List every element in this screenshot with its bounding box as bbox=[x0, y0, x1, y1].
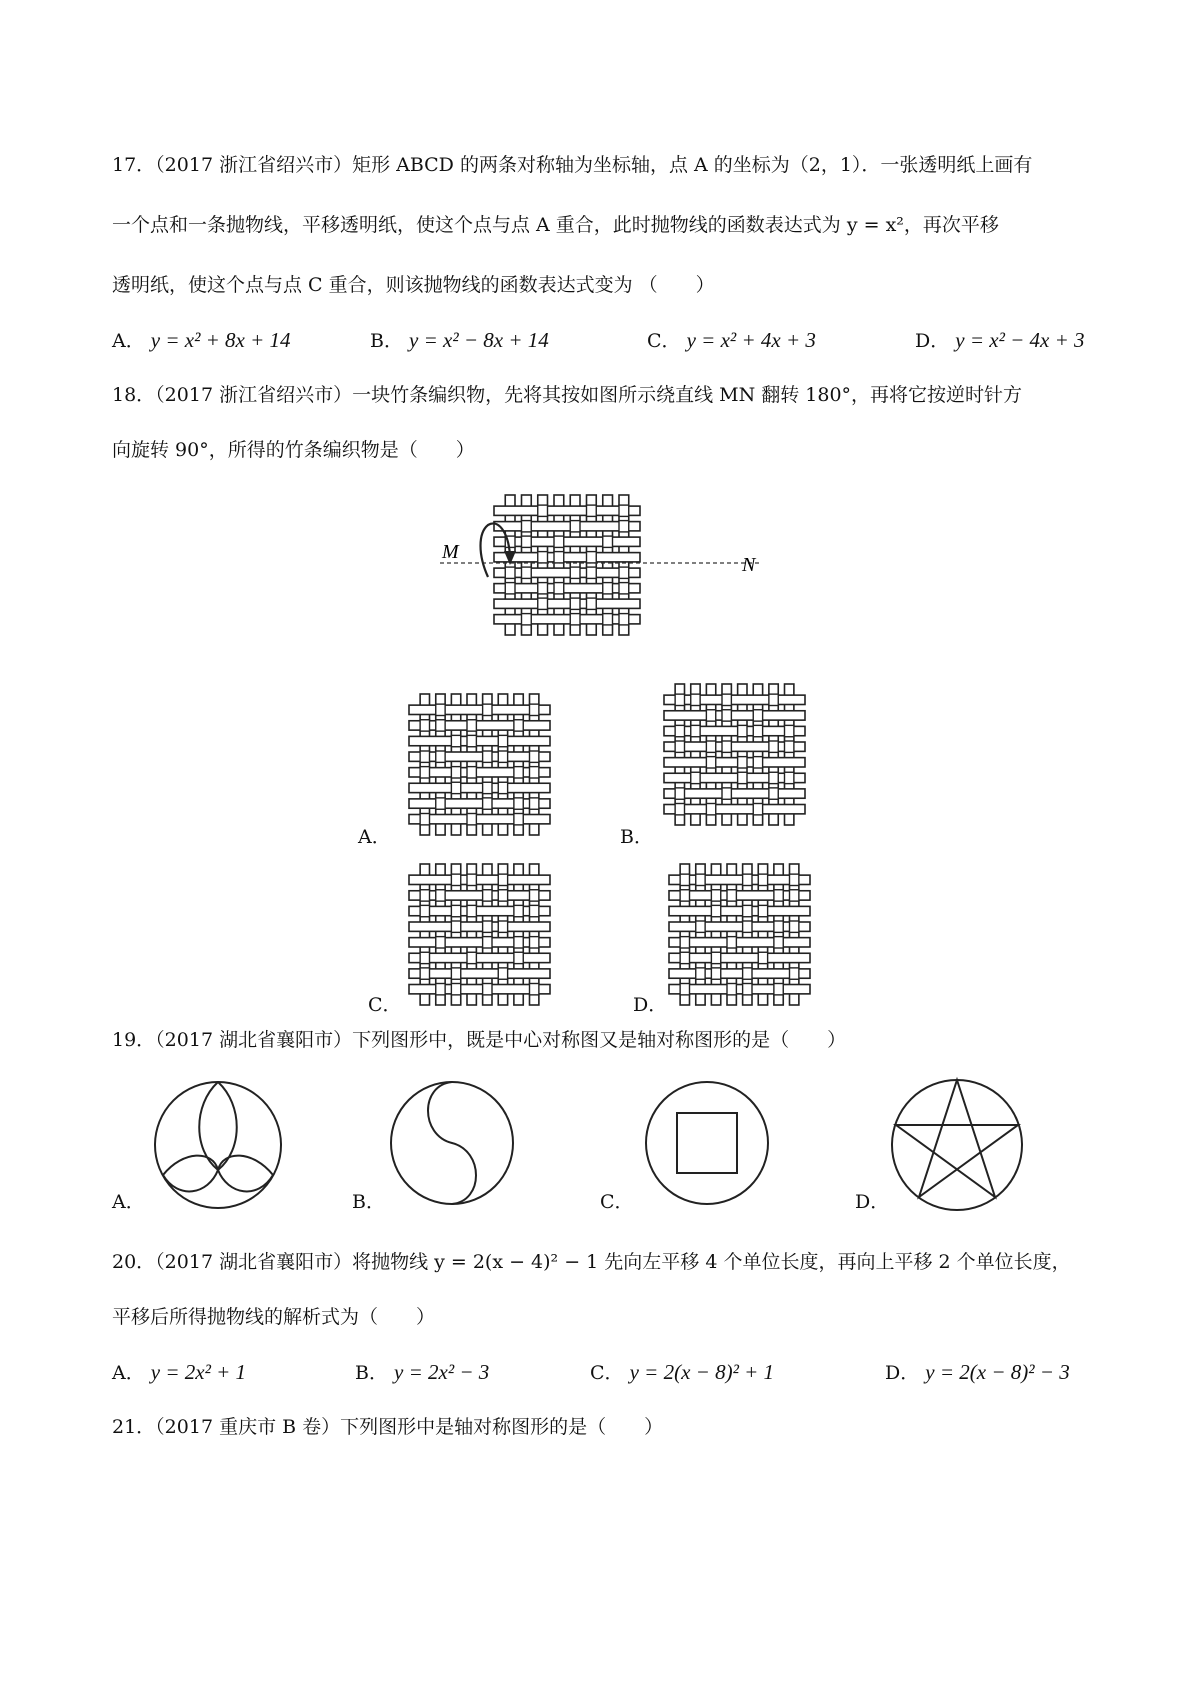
strip-crossing bbox=[538, 583, 548, 594]
s-curve-shape bbox=[428, 1082, 476, 1204]
strip-crossing bbox=[505, 567, 515, 578]
q18-option-a-label: A． bbox=[358, 826, 391, 848]
strip-crossing bbox=[603, 583, 613, 594]
strip-crossing bbox=[483, 921, 492, 932]
weave-c bbox=[409, 864, 550, 1005]
strip-crossing bbox=[753, 757, 762, 768]
q21-line1: 21．（2017 重庆市 B 卷）下列图形中是轴对称图形的是（ ） bbox=[112, 1416, 664, 1438]
q20-option-d-label: D． bbox=[885, 1362, 920, 1384]
strip-crossing bbox=[711, 952, 720, 963]
q18-line1: 18．（2017 浙江省绍兴市）一块竹条编织物，先将其按如图所示绕直线 MN 翻转 180°，再将它按逆时针方 bbox=[112, 384, 1023, 406]
strip-crossing bbox=[785, 725, 794, 736]
strip-crossing bbox=[514, 814, 523, 825]
strip-crossing bbox=[530, 905, 539, 916]
horizontal-strip bbox=[494, 537, 640, 546]
strip-crossing bbox=[530, 798, 539, 809]
strip-crossing bbox=[451, 921, 460, 932]
strip-crossing bbox=[790, 921, 799, 932]
strip-crossing bbox=[554, 552, 564, 563]
horizontal-strip bbox=[409, 875, 550, 884]
strip-crossing bbox=[436, 984, 445, 995]
strip-crossing bbox=[483, 890, 492, 901]
strip-crossing bbox=[722, 694, 731, 705]
strip-crossing bbox=[530, 751, 539, 762]
strip-crossing bbox=[722, 741, 731, 752]
strip-crossing bbox=[436, 704, 445, 715]
strip-crossing bbox=[769, 788, 778, 799]
strip-crossing bbox=[467, 720, 476, 731]
strip-crossing bbox=[587, 567, 597, 578]
q17-option-d-label: D． bbox=[915, 330, 950, 352]
strip-crossing bbox=[530, 984, 539, 995]
strip-crossing bbox=[680, 937, 689, 948]
weave-a bbox=[409, 694, 550, 835]
q19-figure-d bbox=[890, 1078, 1025, 1213]
strip-crossing bbox=[483, 751, 492, 762]
strip-crossing bbox=[570, 614, 580, 625]
strip-crossing bbox=[451, 984, 460, 995]
q19-figure-b bbox=[390, 1080, 520, 1210]
strip-crossing bbox=[619, 505, 629, 516]
horizontal-strip bbox=[409, 922, 550, 931]
strip-crossing bbox=[774, 984, 783, 995]
strip-crossing bbox=[603, 614, 613, 625]
strip-crossing bbox=[570, 567, 580, 578]
strip-crossing bbox=[498, 921, 507, 932]
horizontal-strip bbox=[664, 758, 805, 767]
strip-crossing bbox=[706, 710, 715, 721]
strip-crossing bbox=[483, 984, 492, 995]
strip-crossing bbox=[706, 804, 715, 815]
q19-option-a-label: A． bbox=[112, 1191, 145, 1213]
strip-crossing bbox=[675, 804, 684, 815]
weave-d bbox=[669, 864, 810, 1005]
strip-crossing bbox=[785, 772, 794, 783]
strip-crossing bbox=[514, 905, 523, 916]
strip-crossing bbox=[498, 782, 507, 793]
strip-crossing bbox=[420, 890, 429, 901]
q18-option-c-label: C． bbox=[368, 994, 402, 1016]
q20-option-c-label: C． bbox=[590, 1362, 624, 1384]
strip-crossing bbox=[727, 890, 736, 901]
strip-crossing bbox=[498, 751, 507, 762]
strip-crossing bbox=[498, 890, 507, 901]
strip-crossing bbox=[451, 874, 460, 885]
strip-crossing bbox=[758, 874, 767, 885]
strip-crossing bbox=[436, 751, 445, 762]
strip-crossing bbox=[587, 505, 597, 516]
horizontal-strip bbox=[669, 906, 810, 915]
square-shape bbox=[677, 1113, 737, 1173]
q18-option-b-figure bbox=[660, 680, 825, 830]
strip-crossing bbox=[774, 937, 783, 948]
strip-crossing bbox=[619, 583, 629, 594]
strip-crossing bbox=[727, 984, 736, 995]
strip-crossing bbox=[603, 536, 613, 547]
strip-crossing bbox=[769, 772, 778, 783]
horizontal-strip bbox=[494, 599, 640, 608]
strip-crossing bbox=[467, 952, 476, 963]
strip-crossing bbox=[522, 567, 532, 578]
strip-crossing bbox=[467, 735, 476, 746]
q18-line2: 向旋转 90°，所得的竹条编织物是（ ） bbox=[112, 439, 475, 461]
q17-option-c-label: C． bbox=[647, 330, 681, 352]
strip-crossing bbox=[696, 921, 705, 932]
strip-crossing bbox=[522, 521, 532, 532]
strip-crossing bbox=[451, 905, 460, 916]
strip-crossing bbox=[675, 741, 684, 752]
strip-crossing bbox=[722, 710, 731, 721]
strip-crossing bbox=[680, 890, 689, 901]
horizontal-strip bbox=[494, 506, 640, 515]
horizontal-strip bbox=[664, 711, 805, 720]
q19-option-d-label: D． bbox=[855, 1191, 890, 1213]
q17-option-b bbox=[370, 325, 549, 356]
strip-crossing bbox=[758, 952, 767, 963]
q20-option-d bbox=[885, 1357, 1070, 1388]
strip-crossing bbox=[722, 788, 731, 799]
strip-crossing bbox=[451, 782, 460, 793]
strip-crossing bbox=[587, 598, 597, 609]
q20-option-b-expr: y = 2x² − 3 bbox=[394, 1360, 490, 1384]
q17-option-a bbox=[112, 325, 291, 356]
strip-crossing bbox=[451, 968, 460, 979]
strip-crossing bbox=[451, 767, 460, 778]
strip-crossing bbox=[738, 772, 747, 783]
strip-crossing bbox=[774, 921, 783, 932]
strip-crossing bbox=[711, 905, 720, 916]
strip-crossing bbox=[420, 767, 429, 778]
strip-crossing bbox=[790, 874, 799, 885]
strip-crossing bbox=[738, 757, 747, 768]
strip-crossing bbox=[514, 798, 523, 809]
label-n: N bbox=[742, 554, 756, 576]
q17-option-d bbox=[915, 325, 1085, 356]
strip-crossing bbox=[420, 814, 429, 825]
horizontal-strip bbox=[494, 522, 640, 531]
q20-option-c-expr: y = 2(x − 8)² + 1 bbox=[629, 1360, 775, 1384]
strip-crossing bbox=[483, 782, 492, 793]
strip-crossing bbox=[706, 757, 715, 768]
q17-option-c bbox=[647, 325, 816, 356]
strip-crossing bbox=[753, 710, 762, 721]
q20-line1: 20．（2017 湖北省襄阳市）将抛物线 y = 2(x − 4)² − 1 先向左平移 4 个单位长度，再向上平移 2 个单位长度， bbox=[112, 1251, 1071, 1273]
strip-crossing bbox=[711, 968, 720, 979]
q19-option-b-label: B． bbox=[352, 1191, 385, 1213]
strip-crossing bbox=[675, 788, 684, 799]
star-shape bbox=[896, 1080, 1018, 1197]
strip-crossing bbox=[483, 937, 492, 948]
horizontal-strip bbox=[494, 584, 640, 593]
strip-crossing bbox=[743, 921, 752, 932]
q17-line3: 透明纸，使这个点与点 C 重合，则该抛物线的函数表达式变为 （ ） bbox=[112, 274, 715, 296]
q17-option-b-label: B． bbox=[370, 330, 403, 352]
strip-crossing bbox=[467, 814, 476, 825]
q18-option-b-label: B． bbox=[620, 826, 653, 848]
strip-crossing bbox=[727, 937, 736, 948]
q17-option-c-expr: y = x² + 4x + 3 bbox=[686, 328, 816, 352]
strip-crossing bbox=[696, 968, 705, 979]
strip-crossing bbox=[769, 741, 778, 752]
q20-option-d-expr: y = 2(x − 8)² − 3 bbox=[925, 1360, 1070, 1384]
q20-option-b-label: B． bbox=[355, 1362, 388, 1384]
q17-option-b-expr: y = x² − 8x + 14 bbox=[409, 328, 549, 352]
strip-crossing bbox=[420, 905, 429, 916]
strip-crossing bbox=[570, 598, 580, 609]
strip-crossing bbox=[420, 720, 429, 731]
strip-crossing bbox=[790, 968, 799, 979]
strip-crossing bbox=[451, 735, 460, 746]
strip-crossing bbox=[691, 725, 700, 736]
q20-option-b bbox=[355, 1357, 489, 1388]
q19-option-c-label: C． bbox=[600, 1191, 634, 1213]
strip-crossing bbox=[514, 767, 523, 778]
q19-line1: 19．（2017 湖北省襄阳市）下列图形中，既是中心对称图又是轴对称图形的是（ ） bbox=[112, 1029, 847, 1051]
q20-option-c bbox=[590, 1357, 774, 1388]
circle-shape bbox=[892, 1080, 1022, 1210]
strip-crossing bbox=[522, 614, 532, 625]
strip-crossing bbox=[420, 952, 429, 963]
strip-crossing bbox=[467, 767, 476, 778]
strip-crossing bbox=[743, 874, 752, 885]
strip-crossing bbox=[436, 798, 445, 809]
strip-crossing bbox=[587, 552, 597, 563]
strip-crossing bbox=[774, 890, 783, 901]
strip-crossing bbox=[743, 905, 752, 916]
strip-crossing bbox=[436, 937, 445, 948]
strip-crossing bbox=[467, 905, 476, 916]
strip-crossing bbox=[696, 874, 705, 885]
strip-crossing bbox=[420, 968, 429, 979]
q17-line1: 17．（2017 浙江省绍兴市）矩形 ABCD 的两条对称轴为坐标轴，点 A 的坐标为（2，1）．一张透明纸上画有 bbox=[112, 154, 1033, 176]
strip-crossing bbox=[467, 874, 476, 885]
strip-crossing bbox=[706, 741, 715, 752]
strip-crossing bbox=[554, 583, 564, 594]
strip-crossing bbox=[769, 694, 778, 705]
strip-crossing bbox=[738, 725, 747, 736]
circle-shape bbox=[155, 1082, 281, 1208]
weave-b bbox=[664, 684, 805, 825]
strip-crossing bbox=[743, 968, 752, 979]
strip-crossing bbox=[420, 751, 429, 762]
strip-crossing bbox=[680, 984, 689, 995]
strip-crossing bbox=[538, 505, 548, 516]
strip-crossing bbox=[711, 890, 720, 901]
strip-crossing bbox=[753, 725, 762, 736]
strip-crossing bbox=[436, 890, 445, 901]
horizontal-strip bbox=[409, 736, 550, 745]
label-m: M bbox=[442, 541, 459, 563]
strip-crossing bbox=[498, 968, 507, 979]
weave-figure bbox=[430, 495, 770, 635]
strip-crossing bbox=[619, 521, 629, 532]
strip-crossing bbox=[691, 772, 700, 783]
circle-shape bbox=[646, 1082, 768, 1204]
q17-option-a-expr: y = x² + 8x + 14 bbox=[150, 328, 291, 352]
strip-crossing bbox=[675, 725, 684, 736]
strip-crossing bbox=[675, 694, 684, 705]
strip-crossing bbox=[522, 536, 532, 547]
q18-option-d-label: D． bbox=[633, 994, 668, 1016]
q17-line2: 一个点和一条抛物线，平移透明纸，使这个点与点 A 重合，此时抛物线的函数表达式为 y = x²，再次平移 bbox=[112, 214, 999, 236]
strip-crossing bbox=[619, 614, 629, 625]
strip-crossing bbox=[538, 552, 548, 563]
strip-crossing bbox=[514, 720, 523, 731]
q18-option-c-figure bbox=[405, 860, 555, 1010]
horizontal-strip bbox=[494, 615, 640, 624]
strip-crossing bbox=[619, 567, 629, 578]
strip-crossing bbox=[514, 952, 523, 963]
strip-crossing bbox=[554, 536, 564, 547]
strip-crossing bbox=[570, 521, 580, 532]
q19-figure-c bbox=[645, 1080, 775, 1210]
q17-option-a-label: A． bbox=[112, 330, 145, 352]
horizontal-strip bbox=[494, 553, 640, 562]
strip-crossing bbox=[758, 905, 767, 916]
strip-crossing bbox=[530, 890, 539, 901]
q20-line2: 平移后所得抛物线的解析式为（ ） bbox=[112, 1306, 436, 1328]
q20-option-a-expr: y = 2x² + 1 bbox=[150, 1360, 247, 1384]
strip-crossing bbox=[530, 704, 539, 715]
q20-option-a bbox=[112, 1357, 246, 1388]
q20-option-a-label: A． bbox=[112, 1362, 145, 1384]
strip-crossing bbox=[498, 874, 507, 885]
strip-crossing bbox=[691, 694, 700, 705]
horizontal-strip bbox=[409, 783, 550, 792]
strip-crossing bbox=[505, 583, 515, 594]
strip-crossing bbox=[498, 735, 507, 746]
q18-option-d-figure bbox=[665, 860, 830, 1010]
weave-main bbox=[494, 495, 640, 635]
strip-crossing bbox=[785, 741, 794, 752]
strip-crossing bbox=[483, 798, 492, 809]
strip-crossing bbox=[680, 952, 689, 963]
strip-crossing bbox=[753, 804, 762, 815]
strip-crossing bbox=[790, 890, 799, 901]
strip-crossing bbox=[538, 598, 548, 609]
strip-crossing bbox=[514, 937, 523, 948]
strip-crossing bbox=[680, 874, 689, 885]
q19-figure-a bbox=[153, 1080, 283, 1210]
horizontal-strip bbox=[494, 568, 640, 577]
strip-crossing bbox=[483, 704, 492, 715]
strip-crossing bbox=[743, 984, 752, 995]
q17-option-d-expr: y = x² − 4x + 3 bbox=[955, 328, 1085, 352]
strip-crossing bbox=[436, 720, 445, 731]
strip-crossing bbox=[530, 767, 539, 778]
strip-crossing bbox=[530, 937, 539, 948]
q18-option-a-figure bbox=[405, 690, 555, 840]
